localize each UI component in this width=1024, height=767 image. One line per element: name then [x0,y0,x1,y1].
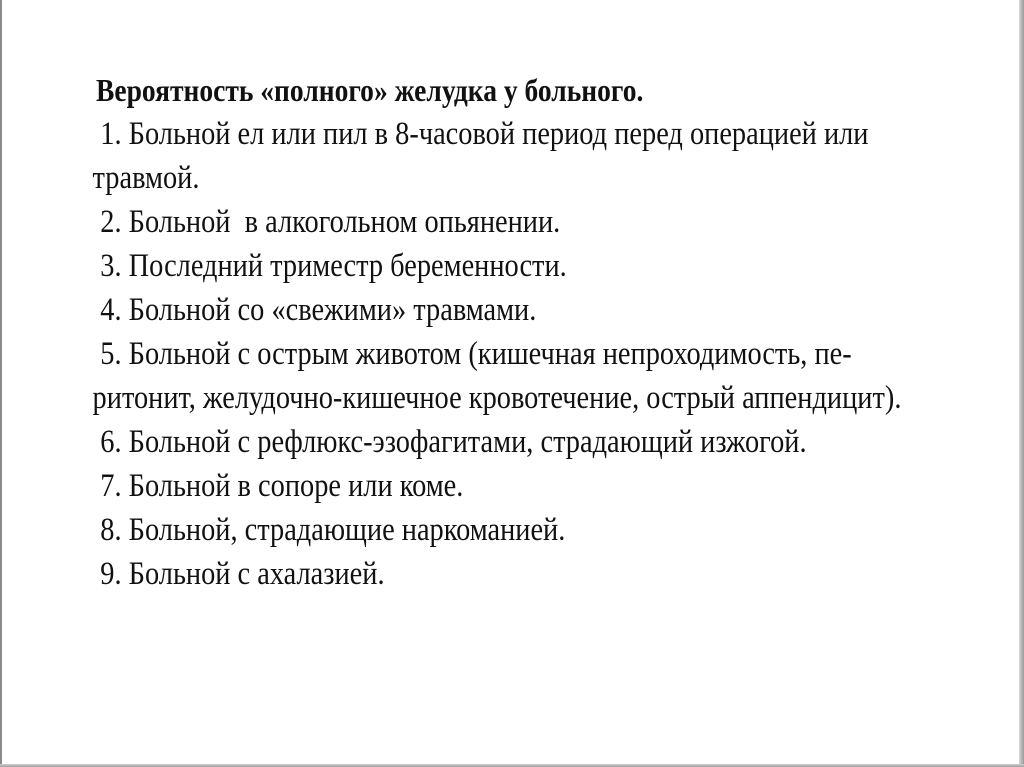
list-item-4 [96,288,836,332]
list-item-6 [96,420,836,464]
list-item-text: Последний триместр беременности. [128,248,567,284]
list-item-5 [92,332,902,420]
list-item-3 [96,244,836,288]
list-item-number: 8. [100,512,122,548]
document-title: Вероятность «полного» желудка у больного. [96,72,644,108]
list-item-number: 9. [100,556,122,592]
list-item-text: Больной, страдающие наркоманией. [128,512,566,548]
list-item-text: Больной в сопоре или коме. [128,468,464,504]
list-item-text: Больной с ахалазией. [128,556,385,592]
list-item-number: 4. [100,292,122,328]
list-item-number: 1. [100,116,122,152]
list-item-7 [96,464,836,508]
list-item-text: Больной с рефлюкс-эзофагитами, страдающий изжогой. [128,424,807,460]
list-item-9 [96,552,836,596]
list-item-text: Больной с острым животом (кишечная непроходимость, пе- [128,336,852,372]
risk-factor-list [92,112,902,596]
list-item-text: Больной в алкогольном опьянении. [128,204,561,240]
document-body [92,68,902,596]
list-item-number: 6. [100,424,122,460]
list-item-number: 2. [100,204,122,240]
list-item-2 [96,200,836,244]
list-item-text-continuation: ритонит, желудочно-кишечное кровотечение, острый аппендицит). [92,380,902,416]
slide-border-right [1019,0,1024,767]
list-item-text-continuation: травмой. [92,160,200,196]
list-item-text: Больной со «свежими» травмами. [128,292,537,328]
slide-border-left [0,0,2,767]
list-item-number: 5. [100,336,122,372]
list-item-text: Больной ел или пил в 8-часовой период перед операцией или [128,116,869,152]
list-item-1 [92,112,869,200]
list-item-number: 7. [100,468,122,504]
list-item-number: 3. [100,248,122,284]
list-item-8 [96,508,836,552]
